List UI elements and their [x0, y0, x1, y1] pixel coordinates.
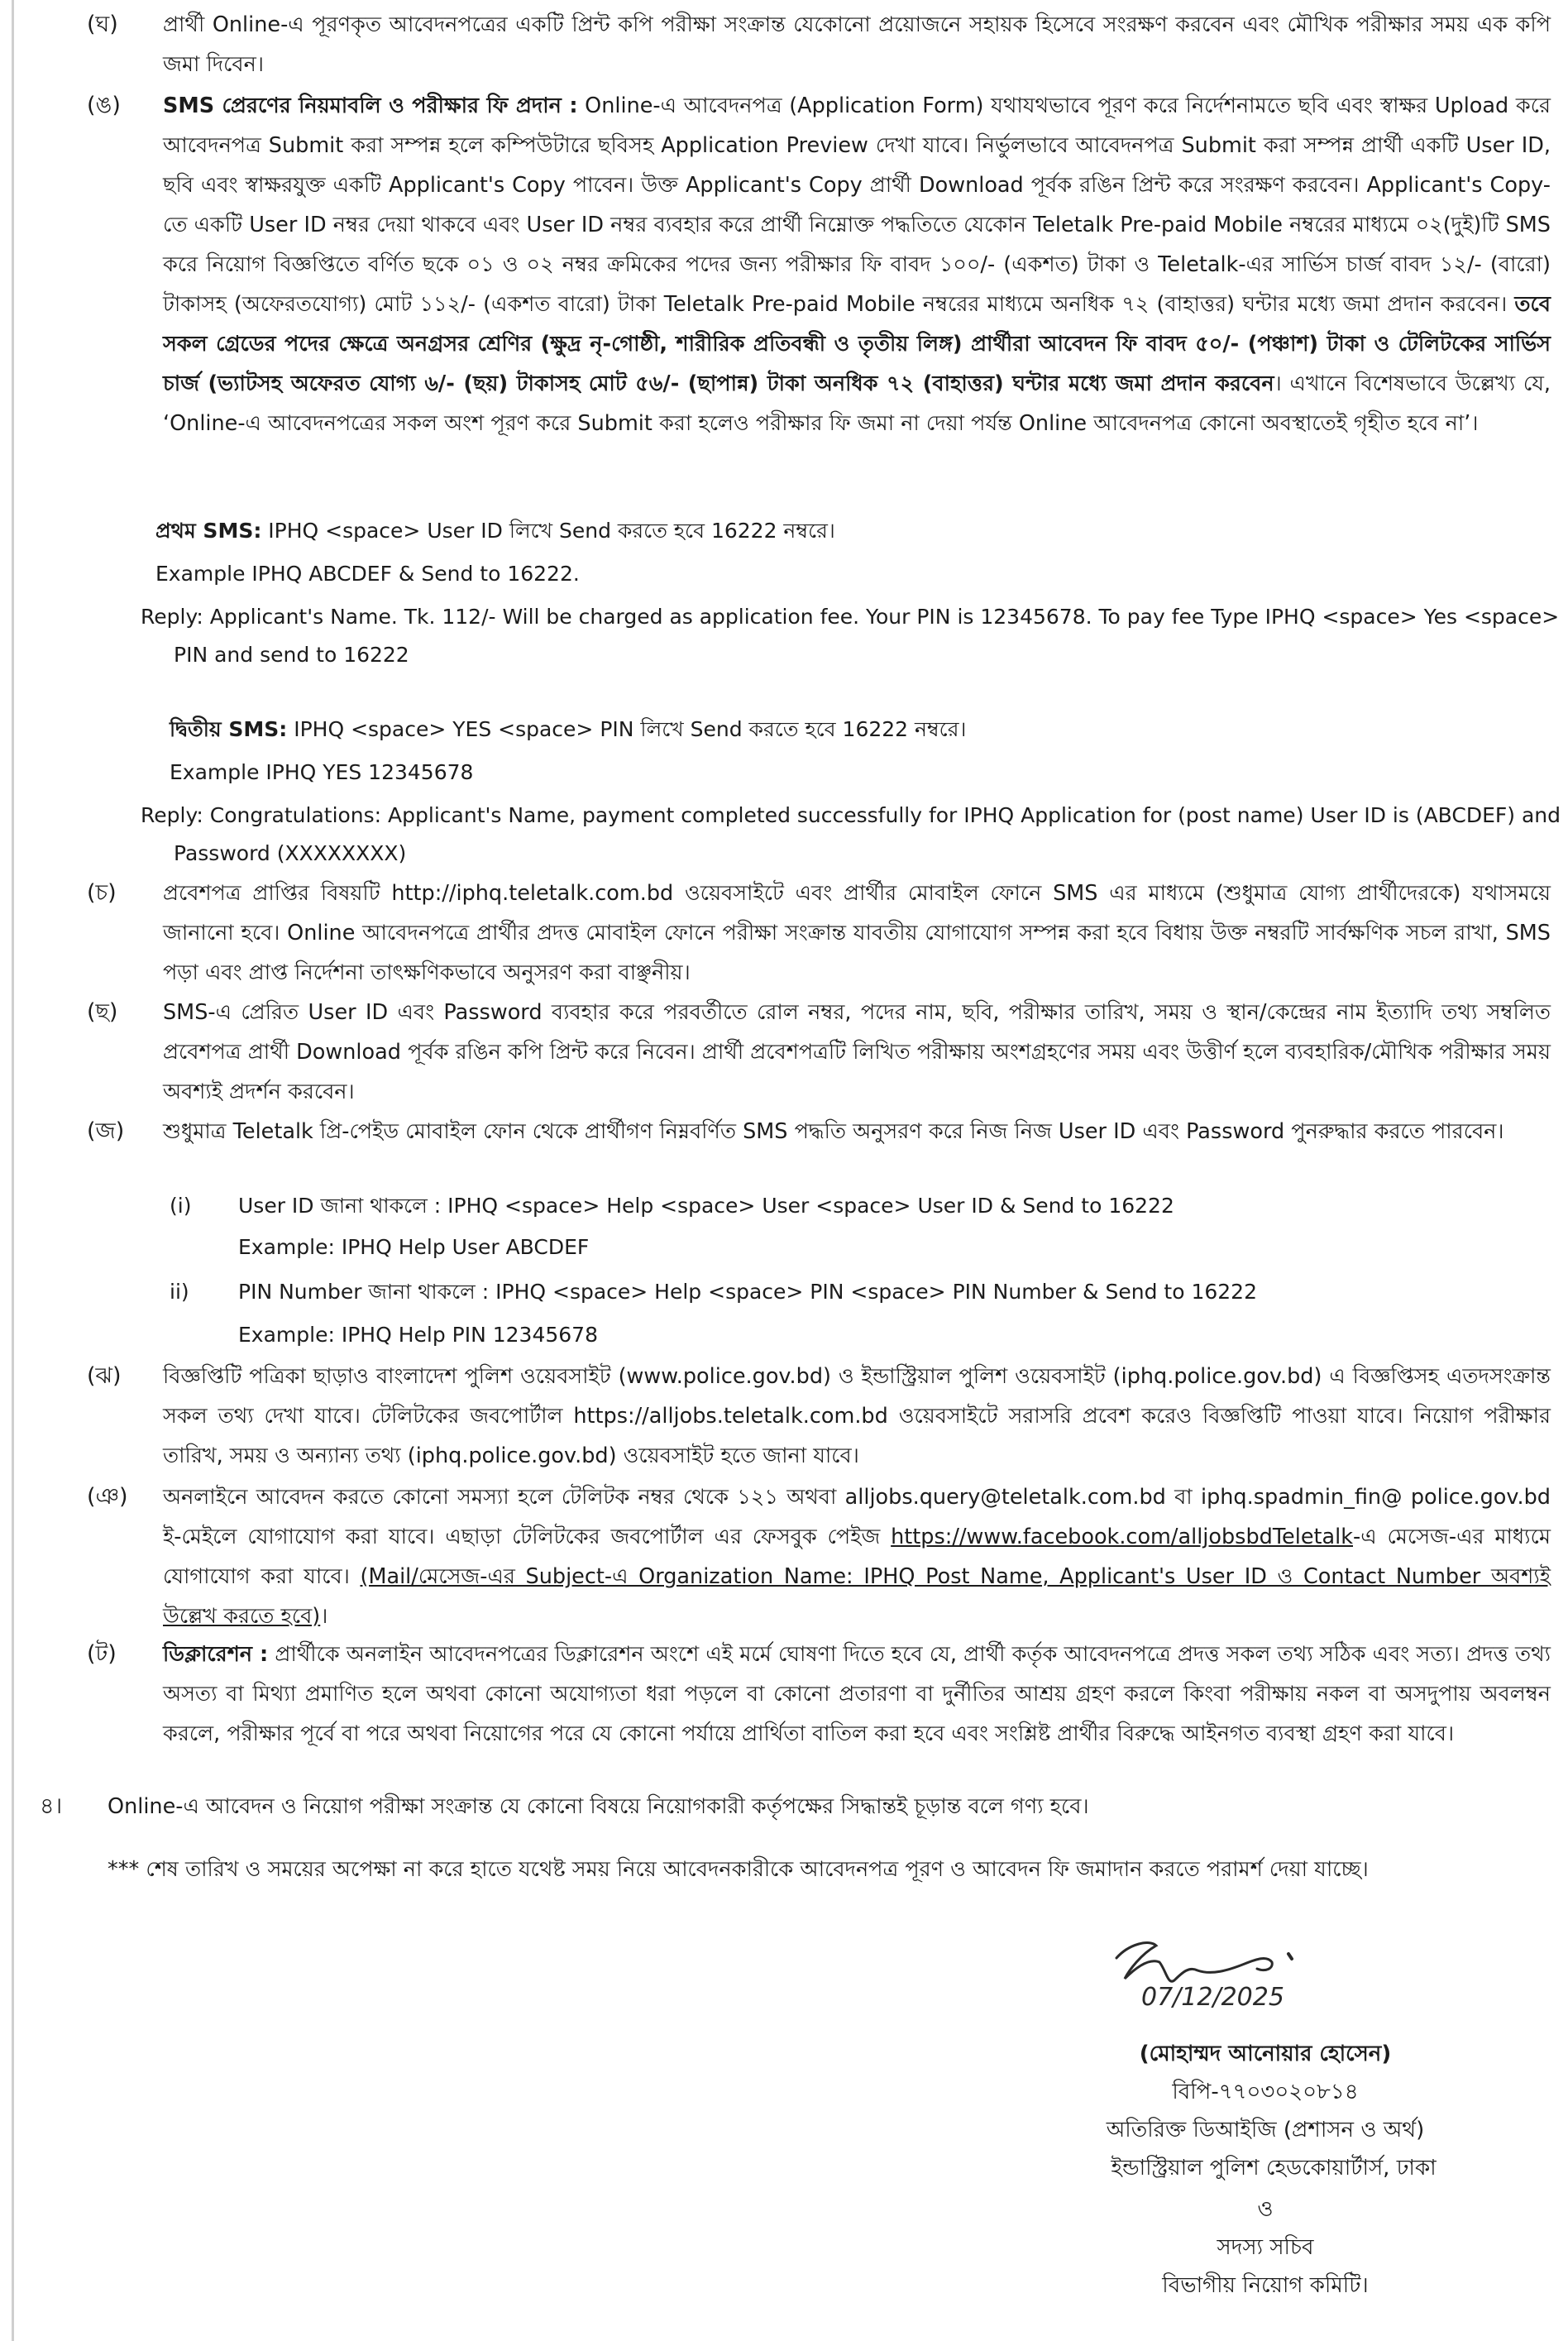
clause-heading: ডিক্লারেশন : — [163, 1642, 269, 1667]
sms-rules-text-end: । এখানে বিশেষভাবে উল্লেখ্য যে, ‘Online-এ আবেদনপত্রের সকল অংশ পূরণ করে Submit করা হলেও পরীক্ষার ফি জমা না দেয়া পর্যন্ত Online আবেদনপত্র কোনো অবস্থাতেই গৃহীত হবে না’। — [163, 371, 1551, 436]
sms2-example: Example IPHQ YES 12345678 — [170, 760, 474, 784]
signatory-designation: অতিরিক্ত ডিআইজি (প্রশাসন ও অর্থ) — [1106, 2118, 1425, 2142]
clause-heading: SMS প্রেরণের নিয়মাবলি ও পরীক্ষার ফি প্রদান : — [163, 93, 578, 118]
signatory-committee: বিভাগীয় নিয়োগ কমিটি। — [1162, 2273, 1369, 2298]
clause-text: SMS-এ প্রেরিত User ID এবং Password ব্যবহার করে পরবর্তীতে রোল নম্বর, পদের নাম, ছবি, পরীক্ষার তারিখ, সময় ও স্থান/কেন্দ্রের নাম ইত্যাদি তথ্য সম্বলিত প্রবেশপত্র প্রার্থী Download পূর্বক রঙিন কপি প্রিন্ট করে নিবেন। প্রার্থী প্রবেশপত্রটি লিখিত পরীক্ষায় অংশগ্রহণের সময় এবং উত্তীর্ণ হলে ব্যবহারিক/মৌখিক পরীক্ষার সময় অবশ্যই প্রদর্শন করবেন। — [163, 1000, 1551, 1104]
sms1-instruction-text: IPHQ <space> User ID লিখে Send করতে হবে 16222 নম্বরে। — [261, 519, 835, 543]
advice-text: *** শেষ তারিখ ও সময়ের অপেক্ষা না করে হাতে যথেষ্ট সময় নিয়ে আবেদনকারীকে আবেদনপত্র পূরণ ও আবেদন ফি জমাদান করতে পরামর্শ দেয়া যাচ্ছে। — [108, 1857, 1369, 1882]
signatory-name: (মোহাম্মদ আনোয়ার হোসেন) — [1139, 2042, 1392, 2066]
clause-marker: (ঞ) — [87, 1484, 128, 1510]
clause-marker: (ঙ) — [87, 93, 121, 118]
reduced-fee-text: তবে সকল গ্রেডের পদের ক্ষেত্রে অনগ্রসর শ্রেণির (ক্ষুদ্র নৃ-গোষ্ঠী, শারীরিক প্রতিবন্ধী ও তৃতীয় লিঙ্গ) প্রার্থীরা আবেদন ফি বাবদ ৫০/- (পঞ্চাশ) টাকা ও টেলিটকের সার্ভিস চার্জ (ভ্যাটসহ অফেরত যোগ্য ৬/- (ছয়) টাকাসহ মোট ৫৬/- (ছাপান্ন) টাকা অনধিক ৭২ (বাহাত্তর) ঘন্টার মধ্যে জমা প্রদান করবেন — [163, 292, 1551, 396]
clause-text: শুধুমাত্র Teletalk প্রি-পেইড মোবাইল ফোন থেকে প্রার্থীগণ নিম্নবর্ণিত SMS পদ্ধতি অনুসরণ করে নিজ নিজ User ID এবং Password পুনরুদ্ধার করতে পারবেন। — [163, 1119, 1504, 1144]
facebook-link[interactable]: https://www.facebook.com/alljobsbdTeletalk — [891, 1525, 1353, 1549]
contact-text: অনলাইনে আবেদন করতে কোনো সমস্যা হলে টেলিটক নম্বর থেকে ১২১ অথবা alljobs.query@teletalk.com.bd বা iphq.spadmin_fin@ police.gov.bd ই-মেইলে যোগাযোগ করা যাবে। এছাড়া টেলিটকের জবপোর্টাল এর ফেসবুক পেইজ — [163, 1485, 1551, 1549]
signatory-role: সদস্য সচিব — [1217, 2235, 1314, 2260]
sms2-instruction — [170, 710, 966, 749]
recovery-sub1-example: Example: IPHQ Help User ABCDEF — [238, 1235, 590, 1259]
clause-text — [163, 1635, 1551, 1754]
recovery-sub1-text: User ID জানা থাকলে : IPHQ <space> Help <space> User <space> User ID & Send to 16222 — [238, 1194, 1174, 1218]
clause-marker: (ঘ) — [87, 12, 118, 37]
declaration-text: প্রার্থীকে অনলাইন আবেদনপত্রের ডিক্লারেশন অংশে এই মর্মে ঘোষণা দিতে হবে যে, প্রার্থী কর্তৃক আবেদনপত্রে প্রদত্ত সকল তথ্য সঠিক এবং সত্য। প্রদত্ত তথ্য অসত্য বা মিথ্যা প্রমাণিত হলে অথবা কোনো অযোগ্যতা ধরা পড়লে বা কোনো প্রতারণা বা দুর্নীতির আশ্রয় গ্রহণ করলে কিংবা পরীক্ষায় নকল বা অসদুপায় অবলম্বন করলে, পরীক্ষার পূর্বে বা পরে অথবা নিয়োগের পরে যে কোনো পর্যায়ে প্রার্থিতা বাতিল করা হবে এবং সংশ্লিষ্ট প্রার্থীর বিরুদ্ধে আইনগত ব্যবস্থা গ্রহণ করা যাবে। — [163, 1642, 1551, 1746]
signatory-office: ইন্ডাস্ট্রিয়াল পুলিশ হেডকোয়ার্টার্স, ঢাকা — [1111, 2156, 1437, 2181]
sms1-example: Example IPHQ ABCDEF & Send to 16222. — [155, 562, 580, 586]
clause-text: প্রার্থী Online-এ পূরণকৃত আবেদনপত্রের একটি প্রিন্ট কপি পরীক্ষা সংক্রান্ত যেকোনো প্রয়োজনে সহায়ক হিসেবে সংরক্ষণ করবেন এবং মৌখিক পরীক্ষার সময় এক কপি জমা দিবেন। — [163, 12, 1551, 77]
clause-text — [163, 1477, 1551, 1636]
scan-edge-line — [12, 0, 14, 2341]
section-marker: ৪। — [40, 1793, 63, 1819]
sms2-reply-line2: Password (XXXXXXXX) — [174, 841, 407, 865]
sms1-reply-line2: PIN and send to 16222 — [174, 643, 409, 667]
sms1-reply-line1: Reply: Applicant's Name. Tk. 112/- Will be charged as application fee. Your PIN is 12345678. To pay fee Type IPHQ <space> Yes <space> — [141, 605, 1560, 629]
signatory-and: ও — [1257, 2197, 1274, 2222]
sms2-label: দ্বিতীয় SMS: — [170, 717, 288, 741]
sms-rules-text: Online-এ আবেদনপত্র (Application Form) যথাযথভাবে পূরণ করে নির্দেশনামতে ছবি এবং স্বাক্ষর Upload করে আবেদনপত্র Submit করা সম্পন্ন হলে কম্পিউটারে ছবিসহ Application Preview দেখা যাবে। নির্ভুলভাবে আবেদনপত্র Submit করা সম্পন্ন প্রার্থী একটি User ID, ছবি এবং স্বাক্ষরযুক্ত একটি Applicant's Copy পাবেন। উক্ত Applicant's Copy প্রার্থী Download পূর্বক রঙিন প্রিন্ট করে সংরক্ষণ করবেন। Applicant's Copy-তে একটি User ID নম্বর দেয়া থাকবে এবং User ID নম্বর ব্যবহার করে প্রার্থী নিম্নোক্ত পদ্ধতিতে যেকোন Teletalk Pre-paid Mobile নম্বরের মাধ্যমে ০২(দুই)টি SMS করে নিয়োগ বিজ্ঞপ্তিতে বর্ণিত ছকে ০১ ও ০২ নম্বর ক্রমিকের পদের জন্য পরীক্ষার ফি বাবদ ১০০/- (একশত) টাকা ও Teletalk-এর সার্ভিস চার্জ বাবদ ১২/- (বারো) টাকাসহ (অফেরতযোগ্য) মোট ১১২/- (একশত বারো) টাকা Teletalk Pre-paid Mobile নম্বরের মাধ্যমে অনধিক ৭২ (বাহাত্তর) ঘন্টার মধ্যে জমা প্রদান করবেন। — [163, 93, 1551, 317]
clause-marker: (জ) — [87, 1118, 125, 1144]
clause-marker: (ছ) — [87, 999, 118, 1025]
recovery-sub2-marker: ii) — [170, 1280, 189, 1304]
sms1-label: প্রথম SMS: — [155, 519, 262, 543]
clause-text — [163, 86, 1551, 443]
subject-note: (Mail/মেসেজ-এর Subject-এ Organization Name: IPHQ Post Name, Applicant's User ID ও Contact Number অবশ্যই উল্লেখ করতে হবে) — [163, 1564, 1551, 1629]
contact-text-end: । — [320, 1604, 328, 1629]
clause-marker: (চ) — [87, 880, 117, 906]
sms1-instruction — [155, 511, 835, 551]
section-text: Online-এ আবেদন ও নিয়োগ পরীক্ষা সংক্রান্ত যে কোনো বিষয়ে নিয়োগকারী কর্তৃপক্ষের সিদ্ধান্তই চূড়ান্ত বলে গণ্য হবে। — [108, 1794, 1089, 1819]
signatory-bp-number: বিপি-৭৭০৩০২০৮১৪ — [1172, 2080, 1359, 2104]
clause-text: প্রবেশপত্র প্রাপ্তির বিষয়টি http://iphq.teletalk.com.bd ওয়েবসাইটে এবং প্রার্থীর মোবাইল ফোনে SMS এর মাধ্যমে (শুধুমাত্র যোগ্য প্রার্থীদেরকে) যথাসময়ে জানানো হবে। Online আবেদনপত্রে প্রার্থীর প্রদত্ত মোবাইল ফোনে পরীক্ষা সংক্রান্ত যাবতীয় যোগাযোগ সম্পন্ন করা হবে বিধায় উক্ত নম্বরটি সার্বক্ষণিক সচল রাখা, SMS পড়া এবং প্রাপ্ত নির্দেশনা তাৎক্ষণিকভাবে অনুসরণ করা বাঞ্ছনীয়। — [163, 881, 1551, 985]
contact-text-mid: -এ মেসেজ-এর মাধ্যমে যোগাযোগ করা যাবে। — [163, 1525, 1551, 1589]
clause-marker: (ট) — [87, 1641, 117, 1667]
recovery-sub2-text: PIN Number জানা থাকলে : IPHQ <space> Help <space> PIN <space> PIN Number & Send to 16222 — [238, 1280, 1257, 1304]
clause-text: বিজ্ঞপ্তিটি পত্রিকা ছাড়াও বাংলাদেশ পুলিশ ওয়েবসাইট (www.police.gov.bd) ও ইন্ডাস্ট্রিয়াল পুলিশ ওয়েবসাইট (iphq.police.gov.bd) এ বিজ্ঞপ্তিসহ এতদসংক্রান্ত সকল তথ্য দেখা যাবে। টেলিটকের জবপোর্টাল https://alljobs.teletalk.com.bd ওয়েবসাইটে সরাসরি প্রবেশ করেও বিজ্ঞপ্তিটি পাওয়া যাবে। নিয়োগ পরীক্ষার তারিখ, সময় ও অন্যান্য তথ্য (iphq.police.gov.bd) ওয়েবসাইট হতে জানা যাবে। — [163, 1364, 1551, 1468]
recovery-sub1-marker: (i) — [170, 1194, 192, 1218]
handwritten-date: 07/12/2025 — [1141, 1983, 1284, 2012]
sms2-reply-line1: Reply: Congratulations: Applicant's Name, payment completed successfully for IPHQ Application for (post name) User ID is (ABCDEF) and — [141, 803, 1561, 827]
handwritten-signature — [1092, 1921, 1356, 2020]
clause-marker: (ঝ) — [87, 1363, 122, 1389]
sms2-instruction-text: IPHQ <space> YES <space> PIN লিখে Send করতে হবে 16222 নম্বরে। — [287, 717, 967, 741]
recovery-sub2-example: Example: IPHQ Help PIN 12345678 — [238, 1323, 598, 1347]
